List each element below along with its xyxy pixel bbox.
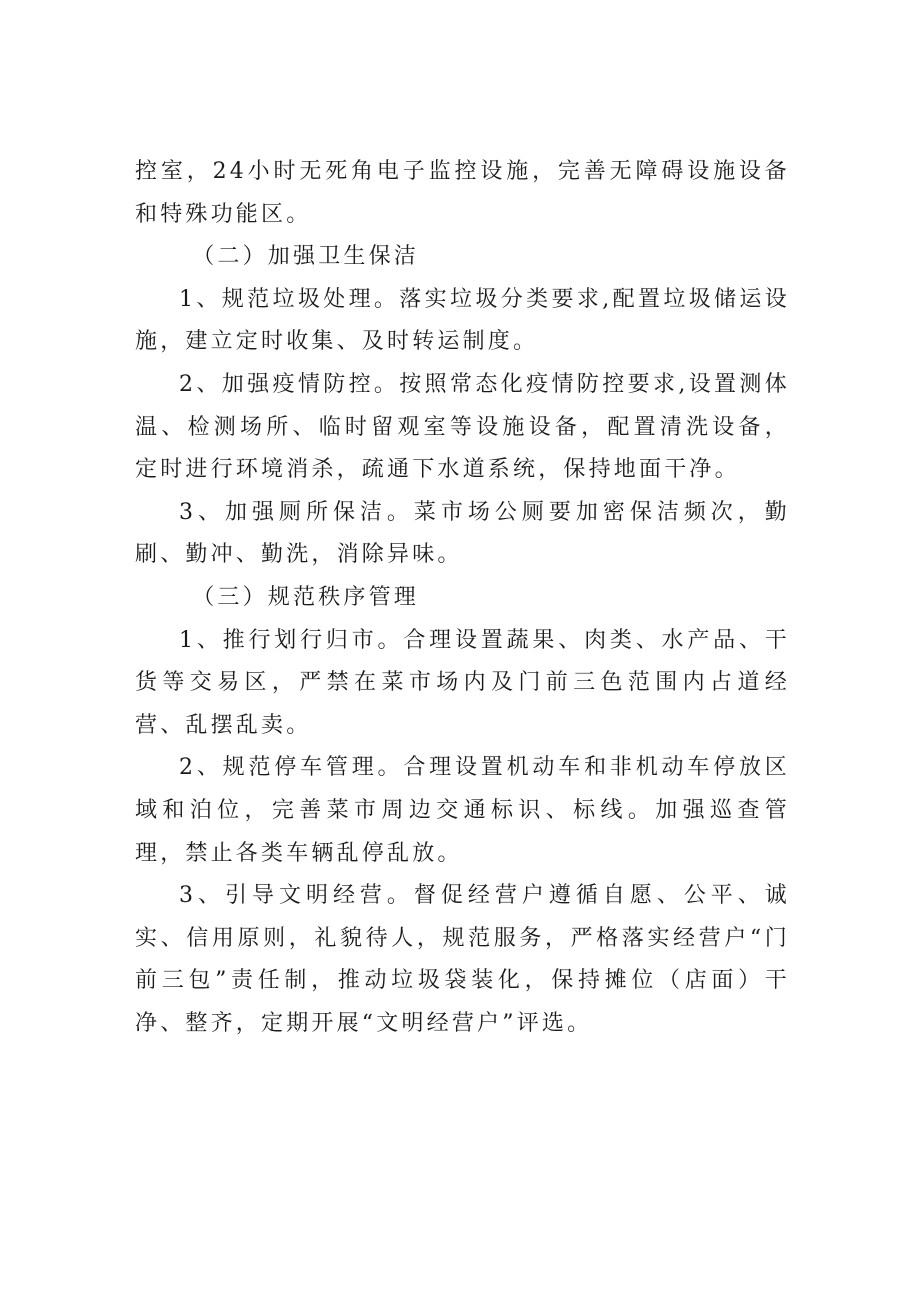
paragraph-parking: 2、规范停车管理。合理设置机动车和非机动车停放区域和泊位，完善菜市周边交通标识、标线。加强巡查管理，禁止各类车辆乱停乱放。 [135,755,790,866]
paragraph-garbage-handling: 1、规范垃圾处理。落实垃圾分类要求,配置垃圾储运设施，建立定时收集、及时转运制度。 [135,286,790,355]
document-body [135,151,790,1045]
section-heading-sanitation: （二）加强卫生保洁 [192,244,419,270]
paragraph-zoning: 1、推行划行归市。合理设置蔬果、肉类、水产品、干货等交易区，严禁在菜市场内及门前三色范围内占道经营、乱摆乱卖。 [135,627,790,738]
paragraph-continuation: 控室，24小时无死角电子监控设施，完善无障碍设施设备和特殊功能区。 [135,159,790,227]
section-heading-order: （三）规范秩序管理 [192,584,419,610]
paragraph-civil-business: 3、引导文明经营。督促经营户遵循自愿、公平、诚实、信用原则，礼貌待人，规范服务，严格落实经营户“门前三包”责任制，推动垃圾袋装化，保持摊位（店面）干净、整齐，定期开展“文明经营户”评选。 [135,883,790,1036]
paragraph-epidemic-control: 2、加强疫情防控。按照常态化疫情防控要求,设置测体温、检测场所、临时留观室等设施设备，配置清洗设备，定时进行环境消杀，疏通下水道系统，保持地面干净。 [135,371,790,483]
paragraph-toilet-cleaning: 3、加强厕所保洁。菜市场公厕要加密保洁频次，勤刷、勤冲、勤洗，消除异味。 [135,499,790,568]
